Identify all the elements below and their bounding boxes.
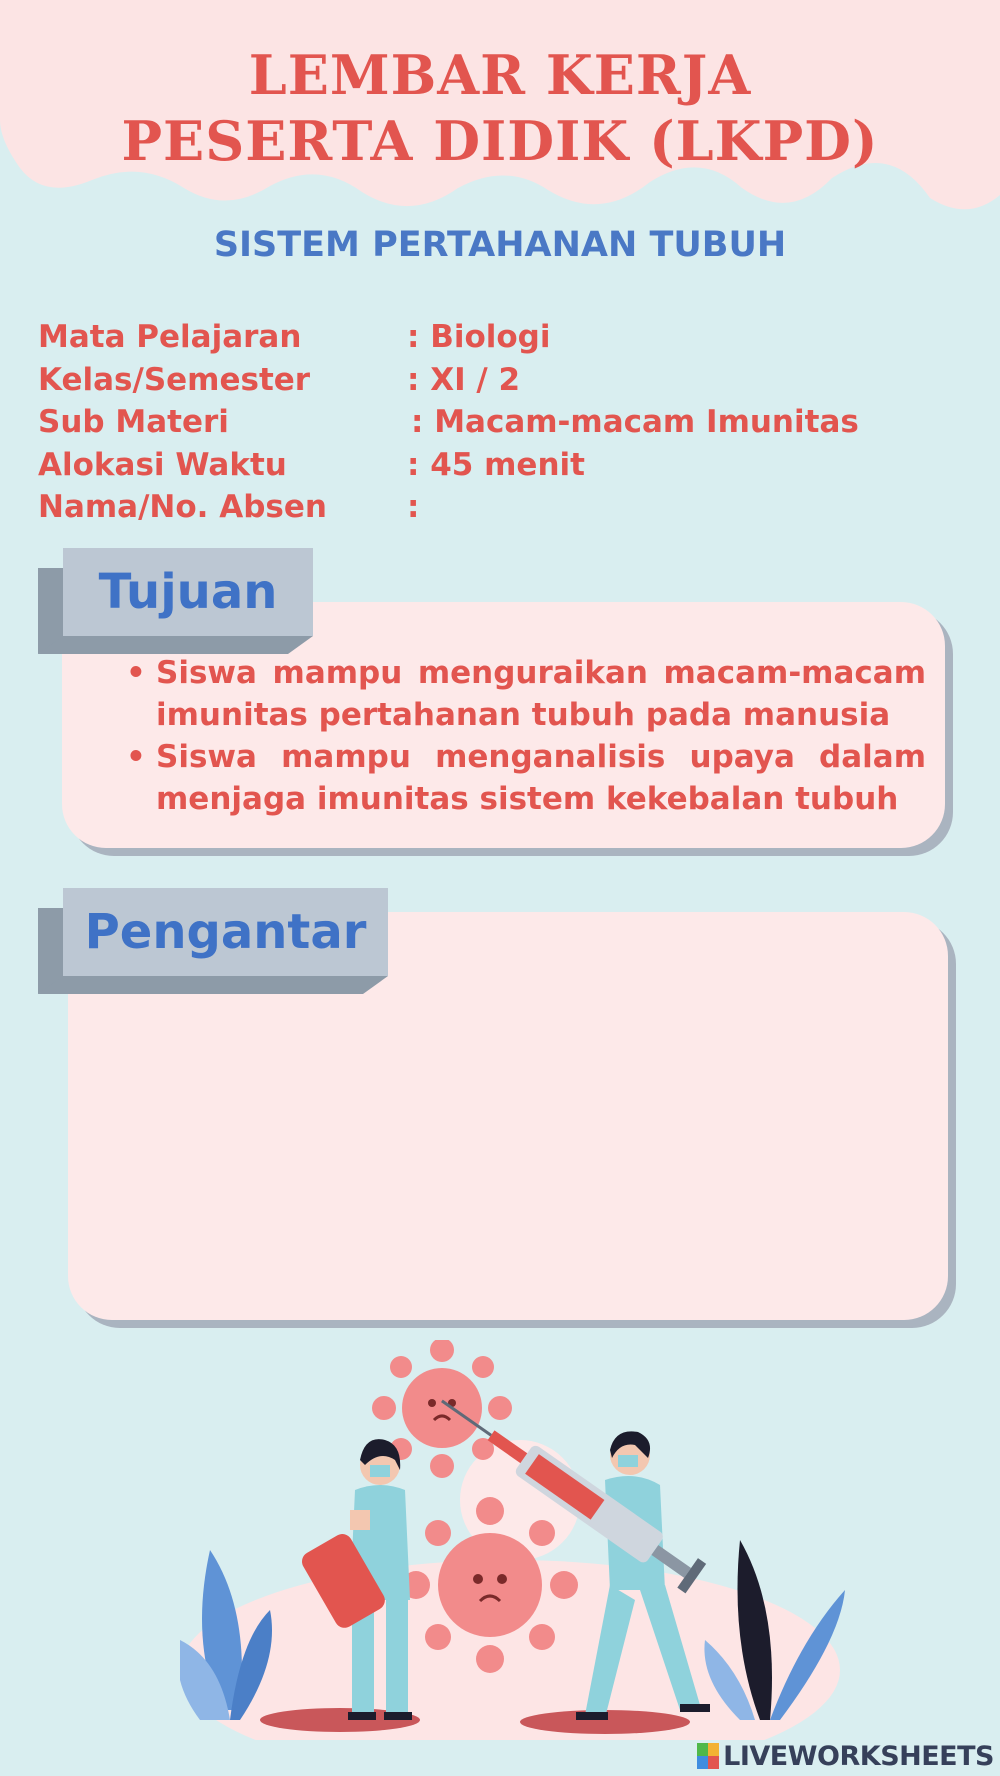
goal-item — [118, 736, 926, 820]
pengantar-heading: Pengantar — [84, 904, 367, 960]
page-title-line-1: LEMBAR KERJA — [248, 43, 752, 107]
tujuan-heading: Tujuan — [98, 564, 278, 620]
info-label: Kelas/Semester — [38, 361, 311, 398]
info-value: : Macam-macam Imunitas — [411, 404, 859, 440]
page-title — [0, 42, 1000, 174]
info-value: : Biologi — [407, 319, 551, 355]
page-subtitle: SISTEM PERTAHANAN TUBUH — [213, 225, 787, 265]
pengantar-tab — [38, 888, 388, 994]
brand-text: LIVEWORKSHEETS — [723, 1740, 994, 1772]
info-label: Mata Pelajaran — [38, 319, 302, 355]
tujuan-tab — [38, 548, 313, 654]
page-title-line-2: PESERTA DIDIK (LKPD) — [121, 109, 879, 173]
goal-item — [118, 652, 926, 736]
info-value: : 45 menit — [407, 446, 585, 483]
info-row-submaterial — [38, 401, 958, 444]
tab-bottom — [38, 976, 388, 994]
info-row-class — [38, 359, 958, 402]
goal-text: Siswa mampu menguraikan macam-macam imunitas pertahanan tubuh pada manusia — [156, 655, 926, 733]
info-row-name[interactable] — [38, 486, 958, 529]
liveworksheets-logo-icon — [697, 1743, 719, 1769]
info-label: Sub Materi — [38, 404, 229, 440]
info-label: Nama/No. Absen — [38, 489, 327, 525]
name-input[interactable]: : — [407, 489, 420, 525]
info-row-subject — [38, 316, 958, 359]
liveworksheets-brand[interactable] — [697, 1740, 994, 1772]
bullet-icon: • — [126, 739, 146, 775]
info-row-time — [38, 444, 958, 487]
info-label: Alokasi Waktu — [38, 446, 287, 483]
goal-text: Siswa mampu menganalisis upaya dalam menjaga imunitas sistem kekebalan tubuh — [156, 739, 926, 817]
info-value: : XI / 2 — [407, 361, 521, 398]
goal-list — [118, 652, 926, 820]
identity-info — [38, 316, 958, 529]
bullet-icon: • — [126, 655, 146, 691]
health-workers-virus-illustration — [180, 1340, 900, 1740]
